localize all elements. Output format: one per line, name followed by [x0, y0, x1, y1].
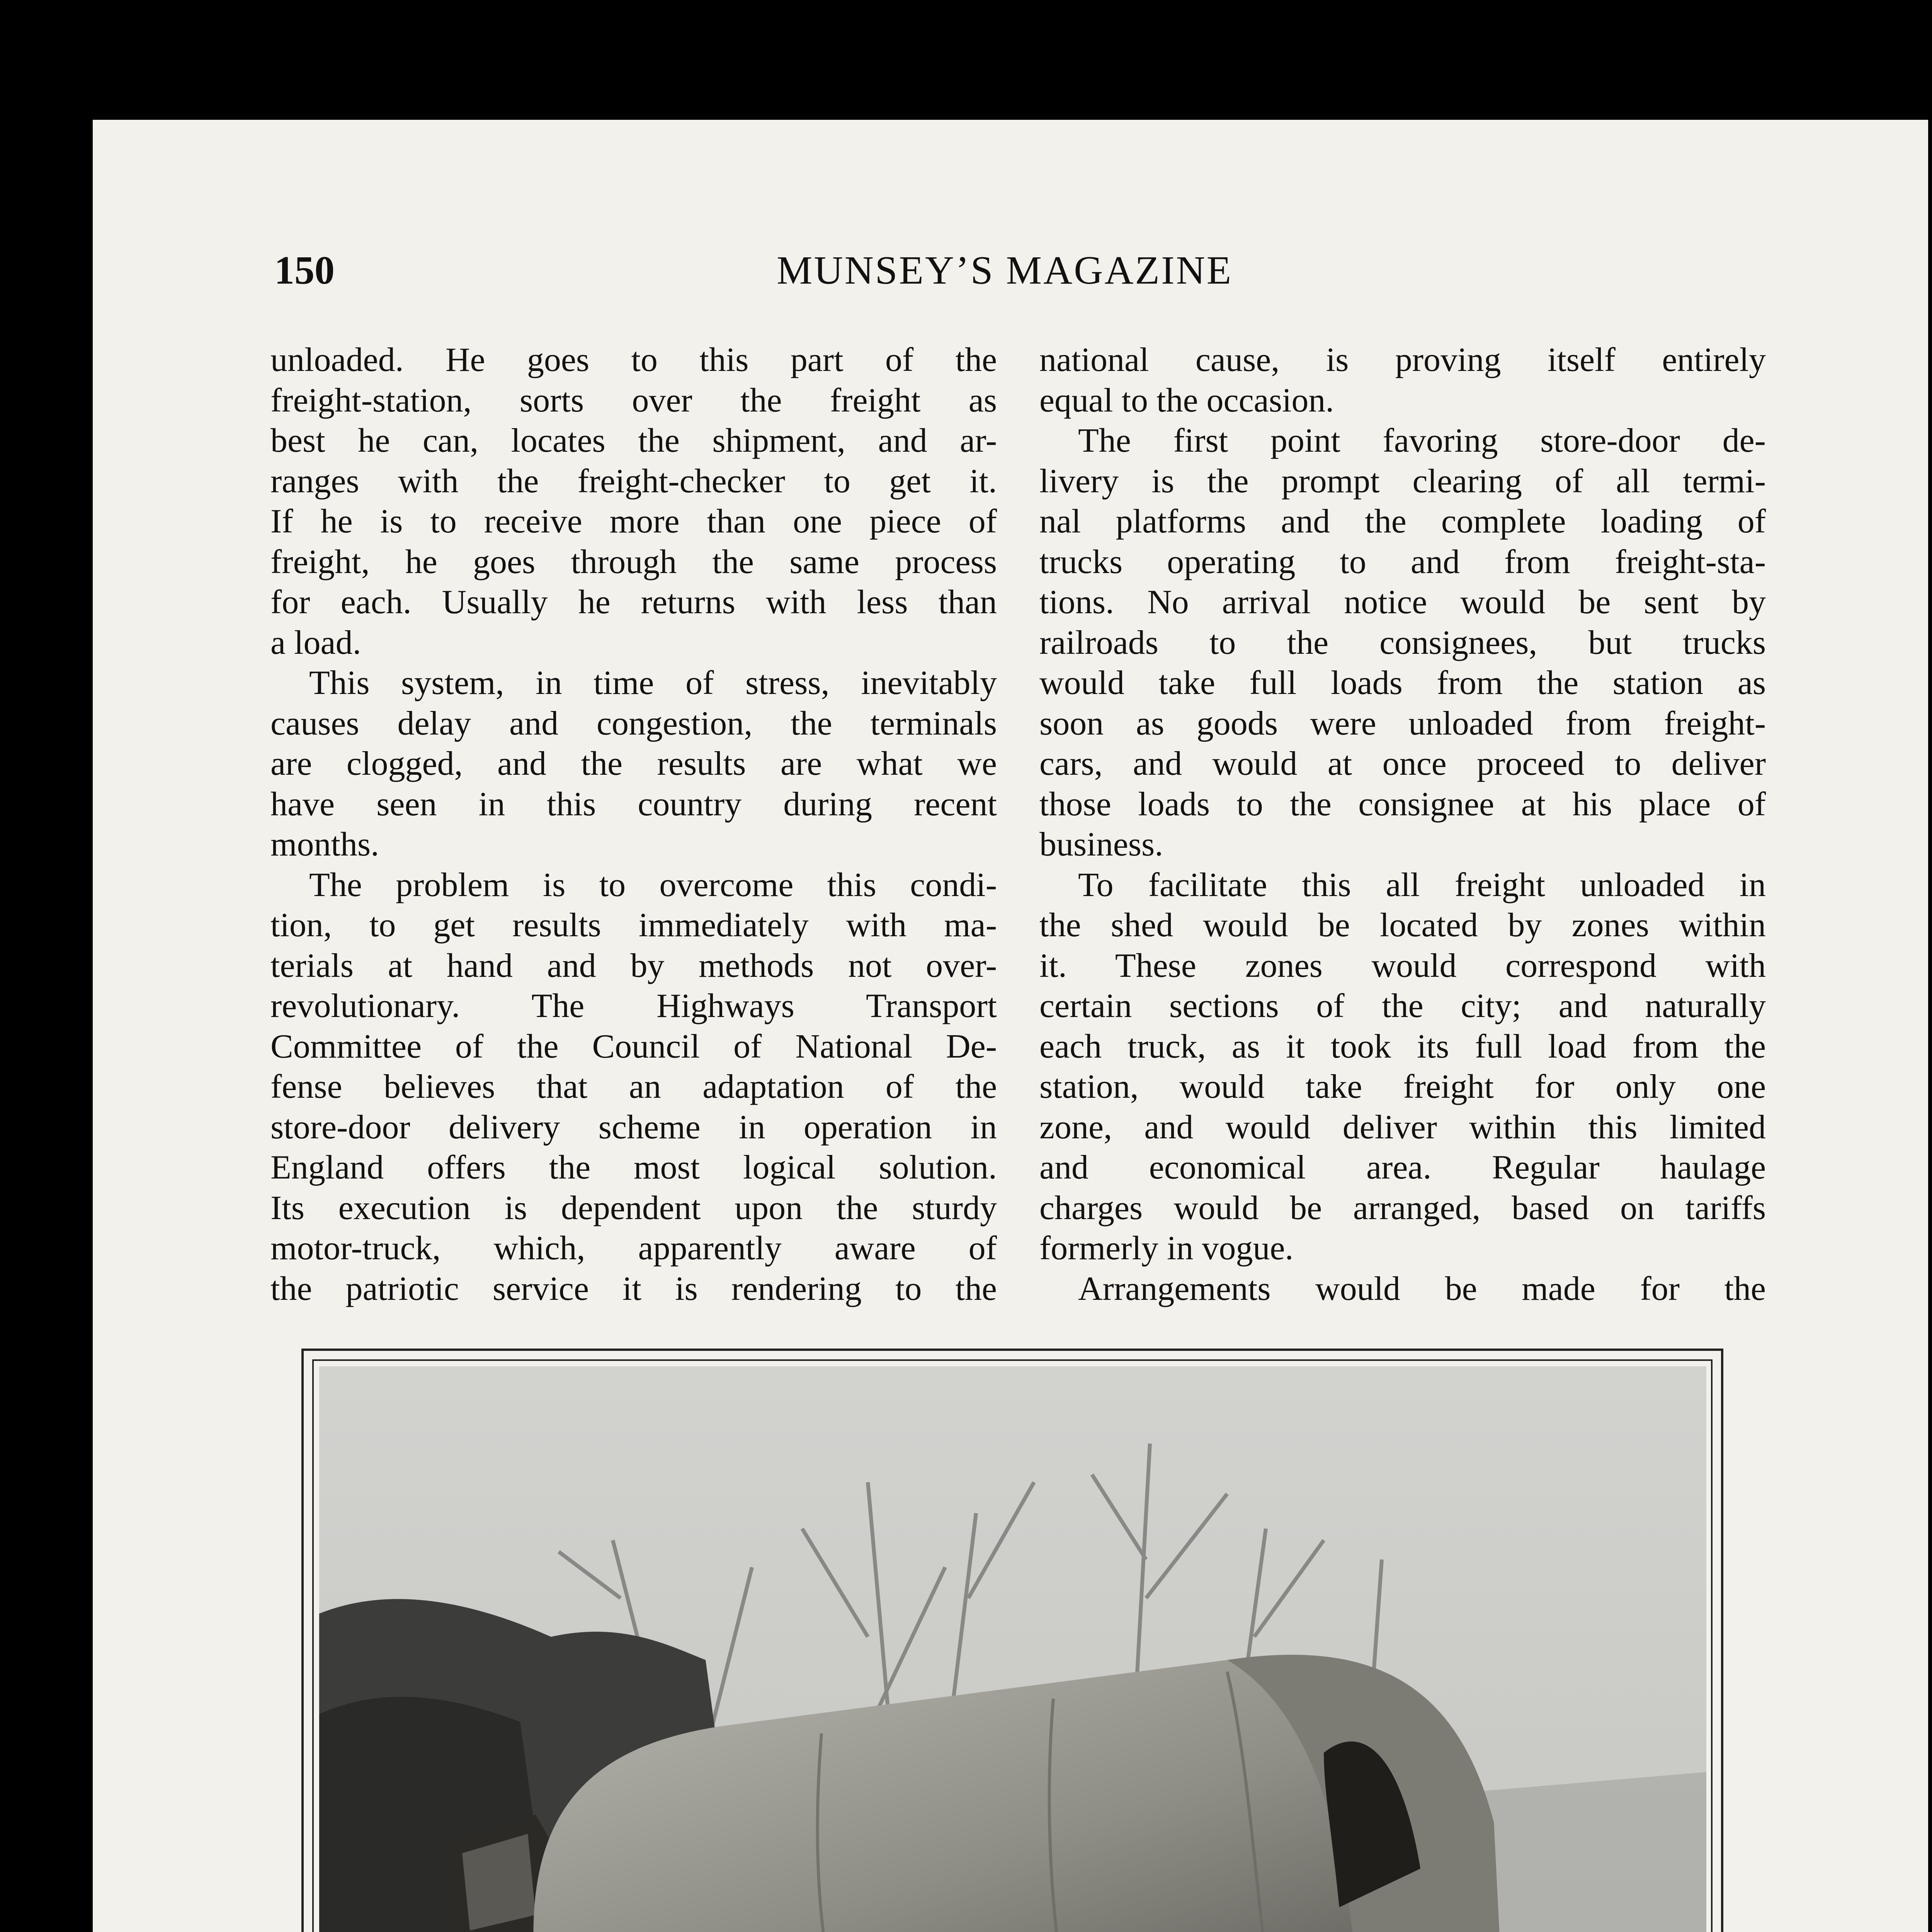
text-line: a load. [270, 624, 361, 662]
page-header [274, 247, 1777, 309]
text-line: causes delay and congestion, the terminals [270, 704, 997, 742]
text-line: months. [270, 826, 379, 863]
text-line: nal platforms and the complete loading of [1039, 503, 1766, 540]
text-line: the patriotic service it is rendering to the [270, 1270, 997, 1308]
text-line: To facilitate this all freight unloaded in [1078, 866, 1766, 904]
text-line: cars, and would at once proceed to deliver [1039, 745, 1766, 782]
text-line: England offers the most logical solution. [270, 1149, 997, 1186]
right-text-column [1039, 340, 1766, 1329]
text-line: motor-truck, which, apparently aware of [270, 1230, 997, 1267]
page-number: 150 [274, 248, 335, 293]
text-line: revolutionary. The Highways Transport [270, 987, 997, 1025]
text-line: Arrangements would be made for the [1078, 1270, 1766, 1308]
text-line: equal to the occasion. [1039, 381, 1334, 419]
text-line: ranges with the freight-checker to get it. [270, 462, 997, 500]
text-line: Its execution is dependent upon the sturdy [270, 1189, 997, 1227]
text-line: and economical area. Regular haulage [1039, 1149, 1766, 1186]
text-line: for each. Usually he returns with less than [270, 583, 997, 621]
text-line: Committee of the Council of National De- [270, 1027, 997, 1065]
text-line: soon as goods were unloaded from freight- [1039, 704, 1766, 742]
text-line: best he can, locates the shipment, and ar- [270, 422, 997, 459]
text-line: The first point favoring store-door de- [1078, 422, 1766, 459]
text-line: are clogged, and the results are what we [270, 745, 997, 782]
text-line: certain sections of the city; and naturally [1039, 987, 1766, 1025]
text-line: charges would be arranged, based on tariffs [1039, 1189, 1766, 1227]
text-line: have seen in this country during recent [270, 785, 997, 823]
text-line: fense believes that an adaptation of the [270, 1068, 997, 1105]
text-line: formerly in vogue. [1039, 1230, 1294, 1267]
text-line: each truck, as it took its full load from the [1039, 1027, 1766, 1065]
text-line: If he is to receive more than one piece of [270, 503, 997, 540]
text-line: terials at hand and by methods not over- [270, 947, 997, 985]
text-line: would take full loads from the station as [1039, 664, 1766, 702]
text-line: livery is the prompt clearing of all termi- [1039, 462, 1766, 500]
text-line: freight, he goes through the same process [270, 543, 997, 581]
text-line: national cause, is proving itself entirely [1039, 341, 1766, 379]
text-line: This system, in time of stress, inevitably [309, 664, 997, 702]
text-line: railroads to the consignees, but trucks [1039, 624, 1766, 662]
text-line: station, would take freight for only one [1039, 1068, 1766, 1105]
text-line: those loads to the consignee at his place of [1039, 785, 1766, 823]
text-line: store-door delivery scheme in operation in [270, 1108, 997, 1146]
text-line: tion, to get results immediately with ma- [270, 906, 997, 944]
magazine-title: MUNSEY’S MAGAZINE [777, 248, 1233, 293]
text-line: tions. No arrival notice would be sent by [1039, 583, 1766, 621]
left-text-column [270, 340, 997, 1329]
text-line: unloaded. He goes to this part of the [270, 341, 997, 379]
text-line: the shed would be located by zones within [1039, 906, 1766, 944]
text-line: zone, and would deliver within this limited [1039, 1108, 1766, 1146]
text-line: business. [1039, 826, 1163, 863]
text-line: freight-station, sorts over the freight as [270, 381, 997, 419]
army-truck-photo [319, 1366, 1706, 1932]
text-line: trucks operating to and from freight-sta- [1039, 543, 1766, 581]
text-line: The problem is to overcome this condi- [309, 866, 997, 904]
figure-frame [301, 1349, 1723, 1932]
text-line: it. These zones would correspond with [1039, 947, 1766, 985]
